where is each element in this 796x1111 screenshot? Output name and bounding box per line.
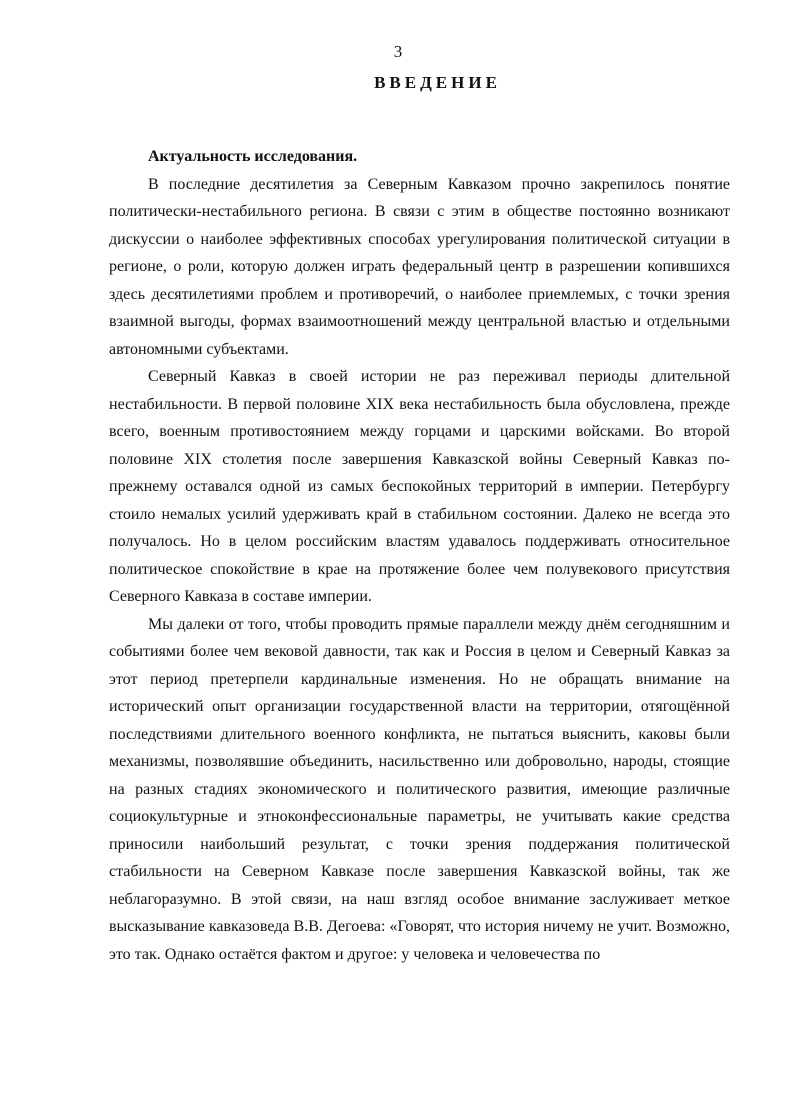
paragraph-3: Мы далеки от того, чтобы проводить прямые параллели между днём сегодняшним и событиями более чем вековой давности, так как и Россия в целом и Северный Кавказ за этот период претерпели кардинальные изменения. Но не обращать внимание на исторический опыт организации государственной власти на территории, отягощённой последствиями длительного военного конфликта, не пытаться выяснить, каковы были механизмы, позволявшие объединить, насильственно или добровольно, народы, стоящие на разных стадиях экономического и политического развития, имеющие различные социокультурные и этноконфессиональные параметры, не учитывать какие средства приносили наибольший результат, с точки зрения поддержания политической стабильности на Северном Кавказе после завершения Кавказской войны, так же неблагоразумно. В этой связи, на наш взгляд особое внимание заслуживает меткое высказывание кавказоведа В.В. Дегоева: «Говорят, что история ничему не учит. Возможно, это так. Однако остаётся фактом и другое: у человека и человечества по [109, 615, 730, 963]
paragraph-1: В последние десятилетия за Северным Кавказом прочно закрепилось понятие политически-нестабильного региона. В связи с этим в обществе постоянно возникают дискуссии о наиболее эффективных способах урегулирования политической ситуации в регионе, о роли, которую должен играть федеральный центр в разрешении копившихся здесь десятилетиями проблем и противоречий, о наиболее приемлемых, с точки зрения взаимной выгоды, формах взаимоотношений между центральной властью и отдельными автономными субъектами. [109, 175, 730, 358]
section-heading: ВВЕДЕНИЕ [374, 73, 501, 92]
subsection-heading: Актуальность исследования. [148, 148, 358, 165]
page-number: 3 [393, 42, 403, 61]
body-text [109, 143, 730, 968]
paragraph-2: Северный Кавказ в своей истории не раз переживал периоды длительной нестабильности. В первой половине XIX века нестабильность была обусловлена, прежде всего, военным противостоянием между горцами и царскими войсками. Во второй половине XIX столетия после завершения Кавказской войны Северный Кавказ по-прежнему оставался одной из самых беспокойных территорий в империи. Петербургу стоило немалых усилий удерживать край в стабильном состоянии. Далеко не всегда это получалось. Но в целом российским властям удавалось поддерживать относительное политическое спокойствие в крае на протяжение более чем полувекового присутствия Северного Кавказа в составе империи. [109, 368, 730, 605]
